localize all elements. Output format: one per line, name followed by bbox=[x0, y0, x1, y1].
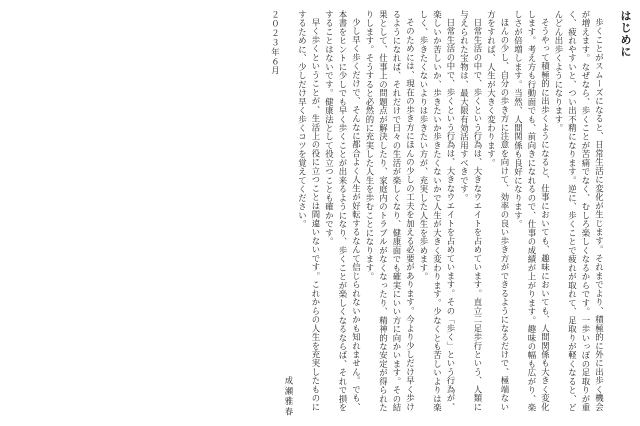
paragraph: ほんの少し、自分の歩き方に注意を向けて、効率の良い歩き方ができるようになるだけで、極端ない方をすれば、人生が大きく変わります。 bbox=[486, 10, 510, 412]
paragraph: 早く歩くということが、生活上の役に立つことは間違いないです。これからの人生を充実したものにするために、少しだけ早く歩くコツを覚えてください。 bbox=[297, 10, 321, 412]
paragraph: 少し早く歩くだけで、そんなに都合よく人生が好転するなんて信じられないかも知れません。でも、本書をヒントに少しでも早く歩くことが出来るようになり、歩くことが楽しくなるならば、それで損をすることはないです。健康法として役立つことも確かです。 bbox=[324, 10, 362, 413]
paragraph: 日常生活の中で、歩くという行為は、大きなウエイトを占めています。直立二足歩行という、人類に与えられた宝物は、最大限有効活用すべきです。 bbox=[459, 10, 483, 412]
page-title: はじめに bbox=[619, 10, 632, 58]
author-signature: 成瀬雅春 bbox=[284, 376, 294, 418]
paragraph: 歩くことがスムーズになると、日常生活に変化が生じます。それまでより、積極的に外に出歩く機会が増えます。なぜなら、歩くことが苦痛でなく、むしろ楽しくなるからです。一歩いっぽの足取りが重く、疲れやすいと、つい出不精になります。逆に、歩くことで疲れが取れて、足取りが軽くなると、どんどん出歩くようになります。 bbox=[554, 10, 605, 413]
vertical-text-body bbox=[8, 10, 632, 418]
paragraph: そのためには、現在の歩き方にほんの少しの工夫を加える必要があります。今より少しだけ早く歩けるようになれば、それだけで日々の生活が楽しくなり、健康面でも確実にいい方に向かいます。その結果として、仕事上の問題点が解決したり、家庭内のトラブルがなくなったり、精神的な安定が得られたりします。そうすると必然的に充実した人生を歩むことになります。 bbox=[365, 10, 416, 413]
paragraph: 日常生活の中で、歩くという行為は、大きなウエイトを占めています。その「歩く」という行為が、楽しいか苦しいか、歩きたいか歩きたくないかで人生が大きく変わります。少なくとも苦しいよりは楽しく、歩きたくないよりは歩きたい方が、充実した人生を歩めます。 bbox=[419, 10, 456, 413]
date-line: ２０２３年６月 bbox=[270, 10, 281, 76]
paragraph: そうやって積極的に出歩くようになると、仕事においても、趣味においても、人間関係も大きく変化します。考え方も行動面でも、前向きになれるので、仕事の成績が上がります。趣味の幅も広がり、楽しさが倍増します。当然、人間関係も良好になります。 bbox=[513, 10, 551, 413]
